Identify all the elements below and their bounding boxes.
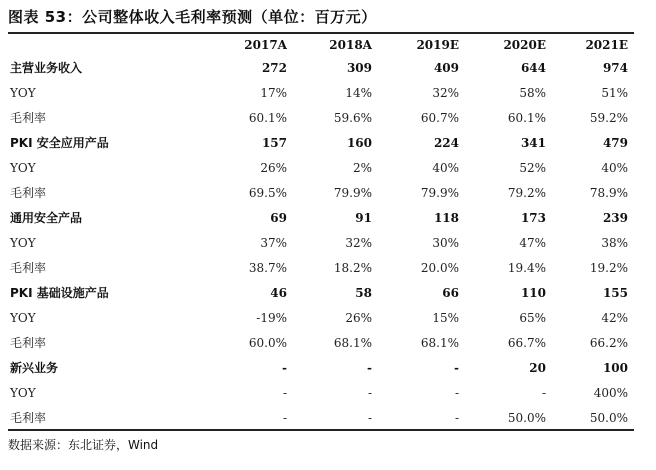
value-cell: 66.7% (507, 336, 546, 350)
table-row (8, 206, 634, 231)
value-cell: 18.2% (333, 261, 372, 275)
table-row (8, 131, 634, 156)
value-cell: 60.0% (248, 336, 287, 350)
table-row (8, 281, 634, 306)
value-cell: 644 (520, 61, 546, 75)
table-row (8, 56, 634, 81)
table-row (8, 356, 634, 381)
table-row (8, 106, 634, 131)
row-label: YOY (10, 311, 36, 325)
value-cell: 224 (433, 136, 459, 150)
table-row (8, 156, 634, 181)
row-label: 毛利率 (10, 261, 47, 275)
value-cell: 37% (260, 236, 287, 250)
value-cell: 14% (345, 86, 372, 100)
value-cell: 341 (520, 136, 546, 150)
value-cell: 20 (529, 361, 546, 375)
value-cell: 69 (270, 211, 287, 225)
row-label: 毛利率 (10, 186, 47, 200)
value-cell: 60.7% (420, 111, 459, 125)
value-cell: 51% (601, 86, 628, 100)
header-cell-label (8, 34, 208, 56)
value-cell: - (541, 386, 546, 400)
row-label: YOY (10, 386, 36, 400)
value-cell: 272 (261, 61, 287, 75)
row-label: PKI 安全应用产品 (10, 136, 109, 150)
value-cell: 38.7% (248, 261, 287, 275)
value-cell: 400% (593, 386, 628, 400)
header-cell-2021e: 2021E (585, 38, 628, 52)
table-row (8, 256, 634, 281)
value-cell: 15% (432, 311, 459, 325)
table-row (8, 81, 634, 106)
row-label: 新兴业务 (10, 361, 59, 375)
table-row (8, 306, 634, 331)
figure-title: 图表 53：公司整体收入毛利率预测（单位：百万元） (8, 8, 377, 26)
value-cell: 110 (520, 286, 546, 300)
value-cell: 160 (346, 136, 372, 150)
value-cell: 65% (519, 311, 546, 325)
value-cell: 26% (260, 161, 287, 175)
header-row (8, 34, 634, 56)
value-cell: 155 (602, 286, 628, 300)
value-cell: 40% (601, 161, 628, 175)
header-cell-2017a: 2017A (244, 38, 287, 52)
row-label: 毛利率 (10, 111, 47, 125)
value-cell: 38% (601, 236, 628, 250)
value-cell: 78.9% (589, 186, 628, 200)
value-cell: 91 (355, 211, 372, 225)
value-cell: - (454, 361, 459, 375)
value-cell: 42% (601, 311, 628, 325)
value-cell: 69.5% (248, 186, 287, 200)
value-cell: 19.2% (589, 261, 628, 275)
value-cell: - (282, 361, 287, 375)
value-cell: 66 (442, 286, 459, 300)
value-cell: 79.2% (507, 186, 546, 200)
header-cell-2018a: 2018A (329, 38, 372, 52)
table-row (8, 181, 634, 206)
value-cell: 68.1% (333, 336, 372, 350)
value-cell: 40% (432, 161, 459, 175)
table-bottom-rule (8, 429, 634, 431)
value-cell: 20.0% (420, 261, 459, 275)
value-cell: 46 (270, 286, 287, 300)
row-label: 毛利率 (10, 411, 47, 425)
row-label: YOY (10, 236, 36, 250)
value-cell: 66.2% (589, 336, 628, 350)
value-cell: 79.9% (333, 186, 372, 200)
value-cell: - (454, 411, 459, 425)
value-cell: 157 (261, 136, 287, 150)
value-cell: -19% (256, 311, 287, 325)
value-cell: 309 (346, 61, 372, 75)
row-label: PKI 基础设施产品 (10, 286, 109, 300)
value-cell: 118 (433, 211, 459, 225)
table-row (8, 231, 634, 256)
value-cell: 68.1% (420, 336, 459, 350)
value-cell: 974 (602, 61, 628, 75)
value-cell: 32% (345, 236, 372, 250)
value-cell: - (367, 411, 372, 425)
value-cell: 52% (519, 161, 546, 175)
value-cell: 58% (519, 86, 546, 100)
value-cell: 100 (602, 361, 628, 375)
table-row (8, 331, 634, 356)
value-cell: 58 (355, 286, 372, 300)
row-label: YOY (10, 161, 36, 175)
value-cell: 17% (260, 86, 287, 100)
value-cell: 239 (602, 211, 628, 225)
value-cell: 60.1% (507, 111, 546, 125)
value-cell: 59.2% (589, 111, 628, 125)
value-cell: 19.4% (507, 261, 546, 275)
value-cell: 479 (602, 136, 628, 150)
row-label: YOY (10, 86, 36, 100)
value-cell: 30% (432, 236, 459, 250)
row-label: 主营业务收入 (10, 61, 83, 75)
forecast-table (8, 34, 634, 431)
value-cell: 60.1% (248, 111, 287, 125)
table-row (8, 381, 634, 406)
value-cell: 59.6% (333, 111, 372, 125)
value-cell: 409 (433, 61, 459, 75)
value-cell: - (367, 361, 372, 375)
header-cell-2020e: 2020E (503, 38, 546, 52)
value-cell: 32% (432, 86, 459, 100)
table-row (8, 406, 634, 431)
value-cell: 47% (519, 236, 546, 250)
value-cell: - (282, 411, 287, 425)
row-label: 毛利率 (10, 336, 47, 350)
value-cell: 50.0% (507, 411, 546, 425)
value-cell: 2% (352, 161, 372, 175)
value-cell: 26% (345, 311, 372, 325)
value-cell: 173 (520, 211, 546, 225)
value-cell: - (367, 386, 372, 400)
value-cell: - (454, 386, 459, 400)
header-cell-2019e: 2019E (416, 38, 459, 52)
value-cell: 50.0% (589, 411, 628, 425)
value-cell: 79.9% (420, 186, 459, 200)
row-label: 通用安全产品 (10, 211, 83, 225)
data-source-note: 数据来源：东北证券，Wind (8, 438, 159, 452)
value-cell: - (282, 386, 287, 400)
